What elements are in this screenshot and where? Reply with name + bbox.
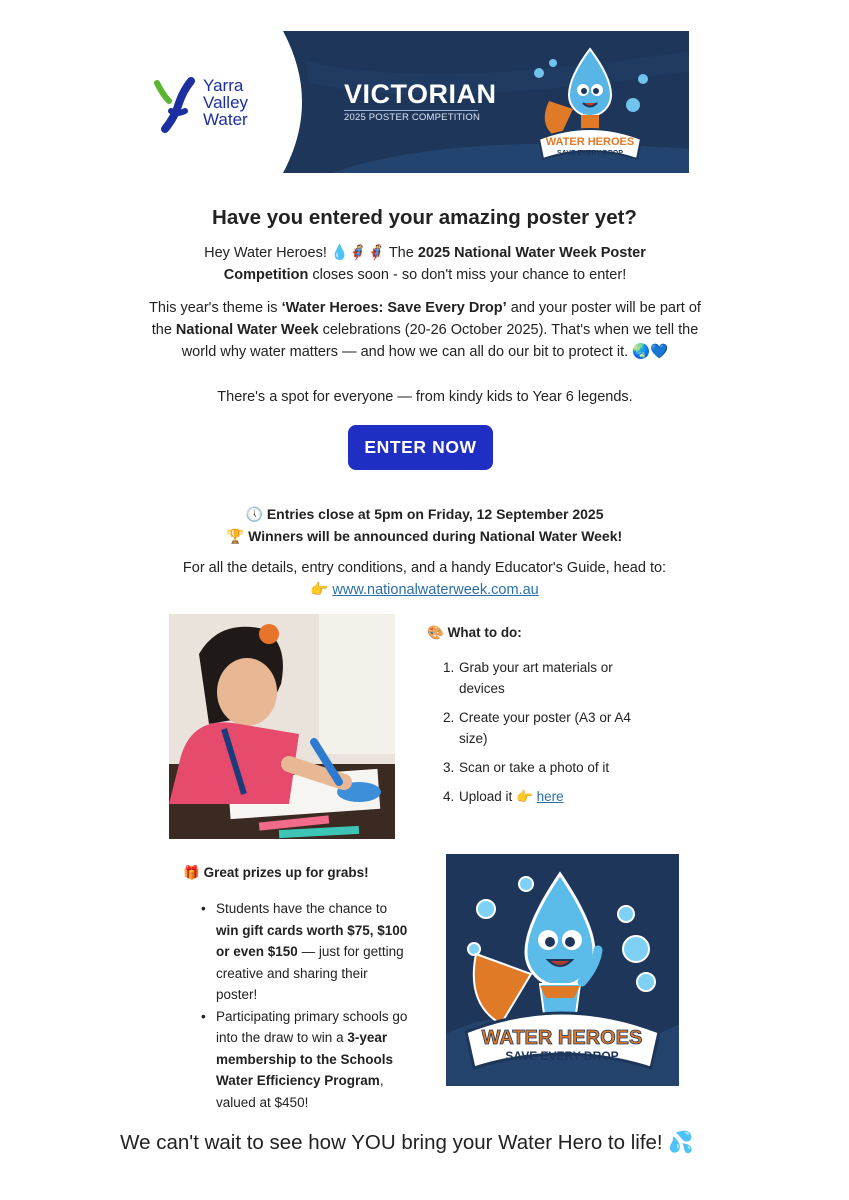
- upload-here-link[interactable]: here: [536, 789, 564, 804]
- prize-text: Participating primary schools go into the draw to win a: [216, 1008, 408, 1045]
- logo-leaf-icon: [153, 77, 199, 133]
- step-number: 1.: [443, 660, 455, 675]
- step-number: 2.: [443, 710, 455, 725]
- logo-line-1: Yarra: [203, 76, 244, 95]
- winners-line: [0, 528, 849, 545]
- intro-text: Hey Water Heroes!: [204, 245, 331, 261]
- competition-title: VICTORIAN: [344, 79, 497, 109]
- logo-line-3: Water: [203, 110, 248, 129]
- header-banner: [131, 31, 689, 173]
- prize-item: [199, 1006, 409, 1114]
- mascot-badge-line-1: WATER HEROES: [545, 136, 635, 148]
- prizes-title-text: Great prizes up for grabs!: [203, 865, 369, 880]
- water-drop-hero-icon: 💧🦸🦸: [330, 245, 386, 261]
- competition-name: 2025 National Water Week Poster Competition: [223, 245, 646, 283]
- intro-text: and your poster will be part of the: [151, 300, 701, 338]
- theme-name: ‘Water Heroes: Save Every Drop’: [281, 300, 507, 316]
- prize-highlight: 3-year membership to the Schools Water Efficiency Program: [216, 1030, 394, 1088]
- mascot-badge-line-1: WATER HEROES: [481, 1027, 643, 1049]
- prize-item: [199, 898, 409, 1006]
- gift-icon: 🎁: [183, 865, 200, 880]
- steps-list: [443, 657, 653, 815]
- entries-close-text: Entries close at 5pm on Friday, 12 September 2025: [266, 506, 604, 522]
- logo-line-2: Valley: [203, 93, 249, 112]
- step-number: 3.: [443, 760, 455, 775]
- prizes-list: [199, 898, 409, 1113]
- intro-text: This year's theme is: [149, 300, 282, 316]
- prize-text: — just for getting creative and sharing their poster!: [216, 944, 404, 1002]
- child-drawing-photo: [169, 614, 395, 839]
- globe-heart-icon: 🌏💙: [632, 344, 669, 360]
- step-text: Create your poster (A3 or A4 size): [459, 710, 631, 746]
- enter-now-button[interactable]: ENTER NOW: [348, 425, 493, 470]
- step-item: [443, 707, 653, 749]
- step-text: Scan or take a photo of it: [459, 760, 610, 775]
- intro-text: The: [385, 245, 418, 261]
- step-number: 4.: [443, 789, 455, 804]
- prize-text: , valued at $450!: [216, 1073, 384, 1110]
- water-heroes-mascot-icon: [529, 43, 651, 165]
- trophy-icon: 🏆: [226, 528, 245, 544]
- clock-icon: 🕔: [245, 506, 263, 522]
- closing-text: We can't wait to see how YOU bring your Water Hero to life!: [120, 1131, 669, 1154]
- prize-text: Students have the chance to: [216, 901, 388, 916]
- prizes-title: [183, 865, 369, 881]
- water-heroes-mascot-icon: [446, 854, 679, 1086]
- closing-message: [0, 1131, 814, 1155]
- pointing-hand-icon: 👉: [516, 789, 533, 804]
- yarra-valley-water-logo[interactable]: [153, 77, 283, 133]
- details-link-line: [0, 579, 849, 601]
- details-text: For all the details, entry conditions, and a handy Educator's Guide, head to:: [182, 560, 667, 576]
- page-heading: Have you entered your amazing poster yet?: [212, 206, 637, 229]
- step-text: Upload it: [459, 789, 517, 804]
- logo-text: [203, 77, 248, 128]
- intro-paragraph-2: [140, 297, 710, 363]
- prize-highlight: win gift cards worth $75, $100 or even $150: [216, 922, 408, 959]
- step-item: [443, 757, 653, 778]
- step-item: [443, 786, 653, 807]
- water-heroes-poster-image: [446, 854, 679, 1086]
- pointing-hand-icon: 👉: [310, 582, 329, 598]
- intro-paragraph-3: There's a spot for everyone — from kindy kids to Year 6 legends.: [217, 389, 633, 405]
- sweat-droplets-icon: 💦: [668, 1131, 694, 1154]
- intro-text: closes soon - so don't miss your chance to enter!: [308, 267, 627, 283]
- step-text: Grab your art materials or devices: [459, 660, 613, 696]
- intro-text: celebrations (20-26 October 2025). That's when we tell the world why water matters — and how we can all do our bit to protect it.: [181, 322, 699, 360]
- palette-icon: 🎨: [427, 625, 444, 640]
- title-divider: [344, 110, 478, 111]
- event-name: National Water Week: [175, 322, 319, 338]
- step-item: [443, 657, 653, 699]
- mascot-badge-line-2: SAVE EVERY DROP: [556, 150, 624, 157]
- mascot-badge-line-2: SAVE EVERY DROP: [505, 1049, 619, 1063]
- national-water-week-link[interactable]: www.nationalwaterweek.com.au: [332, 582, 539, 598]
- what-to-do-text: What to do:: [447, 625, 522, 640]
- winners-text: Winners will be announced during National Water Week!: [248, 528, 623, 544]
- intro-paragraph-1: [160, 242, 690, 286]
- what-to-do-title: [427, 625, 522, 641]
- competition-subtitle: 2025 POSTER COMPETITION: [344, 112, 481, 123]
- entries-close-line: [0, 506, 849, 523]
